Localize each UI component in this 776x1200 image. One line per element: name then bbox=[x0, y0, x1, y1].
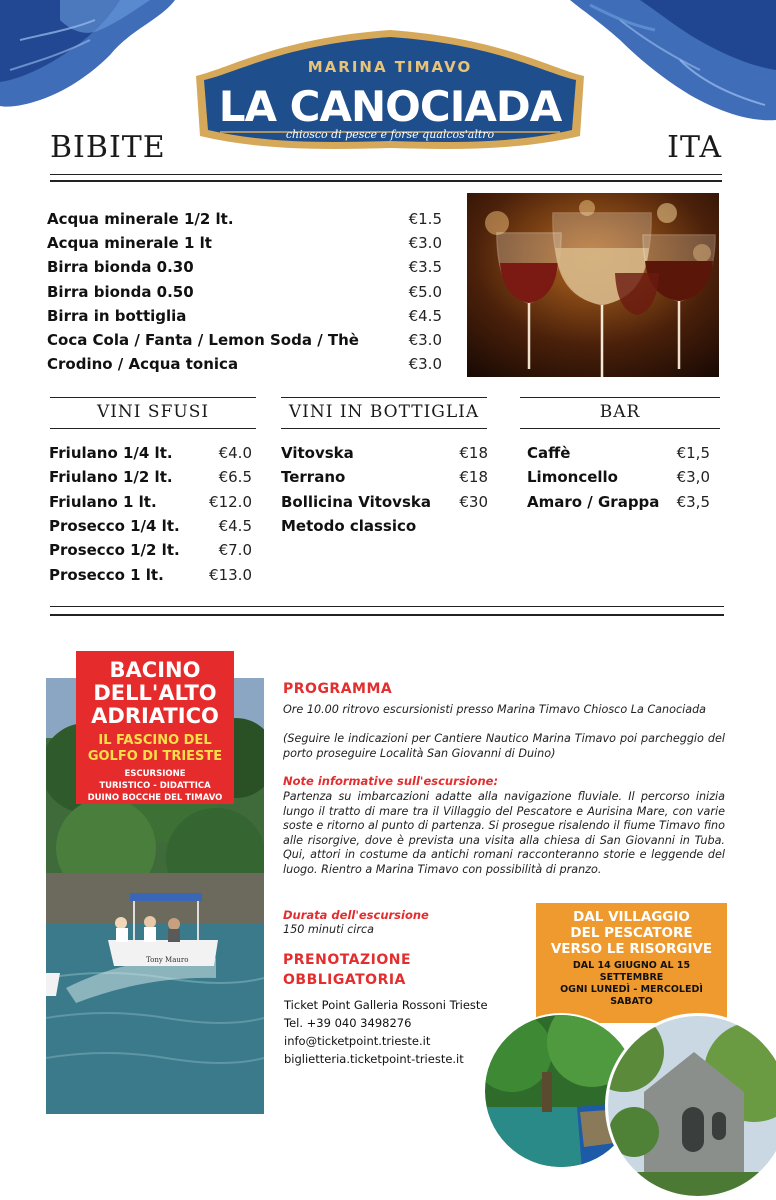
divider bbox=[50, 606, 724, 607]
route-days: OGNI LUNEDÌ - MERCOLEDÌ bbox=[560, 984, 703, 995]
excursion-type: ESCURSIONE bbox=[124, 769, 186, 779]
boat-name: Tony Mauro bbox=[146, 956, 189, 964]
bibite-item-price: €4.5 bbox=[408, 306, 442, 325]
contact-email[interactable]: info@ticketpoint.trieste.it bbox=[284, 1034, 431, 1048]
excursion-subtitle: GOLFO DI TRIESTE bbox=[87, 749, 223, 764]
excursion-title-line: BACINO bbox=[109, 658, 201, 682]
programma-title: PROGRAMMA bbox=[283, 681, 393, 697]
route-dates: SETTEMBRE bbox=[599, 972, 664, 983]
vini-sfusi-item-name: Prosecco 1/4 lt. bbox=[49, 516, 180, 535]
brand-top-line: MARINA TIMAVO bbox=[307, 58, 473, 76]
divider bbox=[50, 428, 256, 429]
booking-title-line: PRENOTAZIONE bbox=[283, 952, 412, 968]
excursion-subtitle: IL FASCINO DEL bbox=[98, 733, 212, 748]
vini-sfusi-item-name: Prosecco 1 lt. bbox=[49, 565, 164, 584]
excursion-title-box bbox=[76, 651, 234, 804]
vini-bottiglia-item-name: Bollicina Vitovska bbox=[281, 492, 431, 511]
bibite-item-price: €3.0 bbox=[408, 355, 442, 374]
bibite-item-price: €3.5 bbox=[408, 258, 442, 277]
note-text: Partenza su imbarcazioni adatte alla navigazione fluviale. Il percorso inizia lungo il tratto di mare tra il Villaggio del Pescatore e Aurisina Mare, con varie soste e ritorno al punto di partenza. Si prosegue risalendo il fiume Timavo fino alle risorgive, dove è prevista una visita alla chiesa di San Giovanni in Tuba. Qui, attori in costume da antichi romani racconteranno storie e leggende del luogo. Rientro a Marina Timavo con possibilità di pranzo. bbox=[283, 790, 725, 876]
route-box bbox=[536, 903, 727, 1023]
bar-item-name: Caffè bbox=[527, 444, 571, 462]
brush-decoration-right bbox=[560, 0, 776, 125]
excursion-title-line: ADRIATICO bbox=[91, 704, 219, 728]
bibite-item-name: Acqua minerale 1/2 lt. bbox=[47, 210, 234, 228]
booking-title-line: OBBLIGATORIA bbox=[283, 972, 406, 988]
contact-block bbox=[284, 996, 488, 1068]
vini-sfusi-item-name: Friulano 1 lt. bbox=[49, 492, 157, 511]
vini-sfusi-item-name: Friulano 1/2 lt. bbox=[49, 468, 173, 487]
wine-glasses-image bbox=[467, 193, 719, 377]
vini-bottiglia-item-price: €18 bbox=[459, 468, 488, 487]
divider bbox=[50, 614, 724, 616]
excursion-title-line: DELL'ALTO bbox=[93, 681, 217, 705]
bibite-item-name: Acqua minerale 1 lt bbox=[47, 234, 212, 253]
bar-item-name: Limoncello bbox=[527, 468, 618, 487]
divider bbox=[50, 174, 722, 175]
bibite-item-name: Birra bionda 0.50 bbox=[47, 282, 194, 301]
vini-sfusi-item-price: €12.0 bbox=[209, 492, 252, 511]
divider bbox=[281, 397, 487, 398]
excursion-type: TURISTICO - DIDATTICA bbox=[99, 781, 211, 791]
vini-sfusi-item-price: €4.0 bbox=[218, 444, 252, 462]
programma-text: Ore 10.00 ritrovo escursionisti presso Marina Timavo Chiosco La Canociada bbox=[283, 703, 707, 716]
vini-sfusi-item-price: €7.0 bbox=[218, 541, 252, 560]
vini-sfusi-item-price: €13.0 bbox=[209, 565, 252, 584]
divider bbox=[520, 428, 720, 429]
section-title-bibite: BIBITE bbox=[50, 130, 166, 165]
vini-sfusi-item-name: Prosecco 1/2 lt. bbox=[49, 541, 180, 560]
route-days: SABATO bbox=[610, 996, 653, 1007]
route-title-line: DAL VILLAGGIO bbox=[573, 909, 690, 925]
duration-value: 150 minuti circa bbox=[283, 923, 375, 936]
bibite-item-price: €3.0 bbox=[408, 331, 442, 349]
contact-phone[interactable]: Tel. +39 040 3498276 bbox=[284, 1016, 412, 1030]
booking-title bbox=[283, 950, 411, 990]
note-title: Note informative sull'escursione: bbox=[283, 774, 499, 788]
excursion-type: DUINO BOCCHE DEL TIMAVO bbox=[87, 793, 223, 803]
vini-sfusi-item-name: Friulano 1/4 lt. bbox=[49, 444, 173, 462]
bar-item-price: €3,5 bbox=[676, 492, 710, 511]
section-title-bar: BAR bbox=[599, 402, 641, 422]
bibite-item-price: €1.5 bbox=[408, 210, 442, 228]
bibite-item-name: Crodino / Acqua tonica bbox=[47, 355, 239, 374]
brand-logo bbox=[190, 24, 590, 152]
duration-title: Durata dell'escursione bbox=[283, 908, 429, 922]
bibite-item-name: Birra in bottiglia bbox=[47, 306, 187, 325]
bibite-item-price: €5.0 bbox=[408, 282, 442, 301]
church-photo bbox=[604, 1012, 776, 1200]
divider bbox=[50, 397, 256, 398]
vini-sfusi-item-price: €6.5 bbox=[218, 468, 252, 487]
programma-note: (Seguire le indicazioni per Cantiere Nautico Marina Timavo poi parcheggio del porto proseguire Località San Giovanni di Duino) bbox=[283, 732, 725, 760]
vini-bottiglia-item-name: Metodo classico bbox=[281, 516, 417, 535]
bibite-item-name: Birra bionda 0.30 bbox=[47, 258, 194, 277]
bar-item-price: €3,0 bbox=[676, 468, 710, 487]
vini-bottiglia-item-name: Vitovska bbox=[281, 444, 354, 462]
divider bbox=[520, 397, 720, 398]
language-label: ITA bbox=[667, 130, 722, 165]
route-title-line: VERSO LE RISORGIVE bbox=[550, 941, 713, 957]
contact-website[interactable]: biglietteria.ticketpoint-trieste.it bbox=[284, 1052, 464, 1066]
brand-name: LA CANOCIADA bbox=[218, 82, 562, 131]
bar-item-name: Amaro / Grappa bbox=[527, 492, 660, 511]
bar-item-price: €1,5 bbox=[676, 444, 710, 462]
vini-bottiglia-item-price: €18 bbox=[459, 444, 488, 462]
vini-sfusi-item-price: €4.5 bbox=[218, 516, 252, 535]
brush-decoration-left bbox=[0, 0, 190, 110]
vini-bottiglia-item-price: €30 bbox=[459, 492, 488, 511]
divider bbox=[50, 180, 722, 182]
vini-bottiglia-item-name: Terrano bbox=[281, 468, 346, 487]
section-title-vini-sfusi: VINI SFUSI bbox=[96, 402, 210, 422]
bibite-item-price: €3.0 bbox=[408, 234, 442, 253]
route-title-line: DEL PESCATORE bbox=[570, 925, 693, 941]
divider bbox=[281, 428, 487, 429]
section-title-vini-bottiglia: VINI IN BOTTIGLIA bbox=[288, 402, 480, 422]
brand-tagline: chiosco di pesce e forse qualcos'altro bbox=[285, 128, 495, 141]
route-dates: DAL 14 GIUGNO AL 15 bbox=[572, 960, 691, 971]
contact-place: Ticket Point Galleria Rossoni Trieste bbox=[284, 998, 488, 1012]
bibite-item-name: Coca Cola / Fanta / Lemon Soda / Thè bbox=[47, 331, 359, 349]
